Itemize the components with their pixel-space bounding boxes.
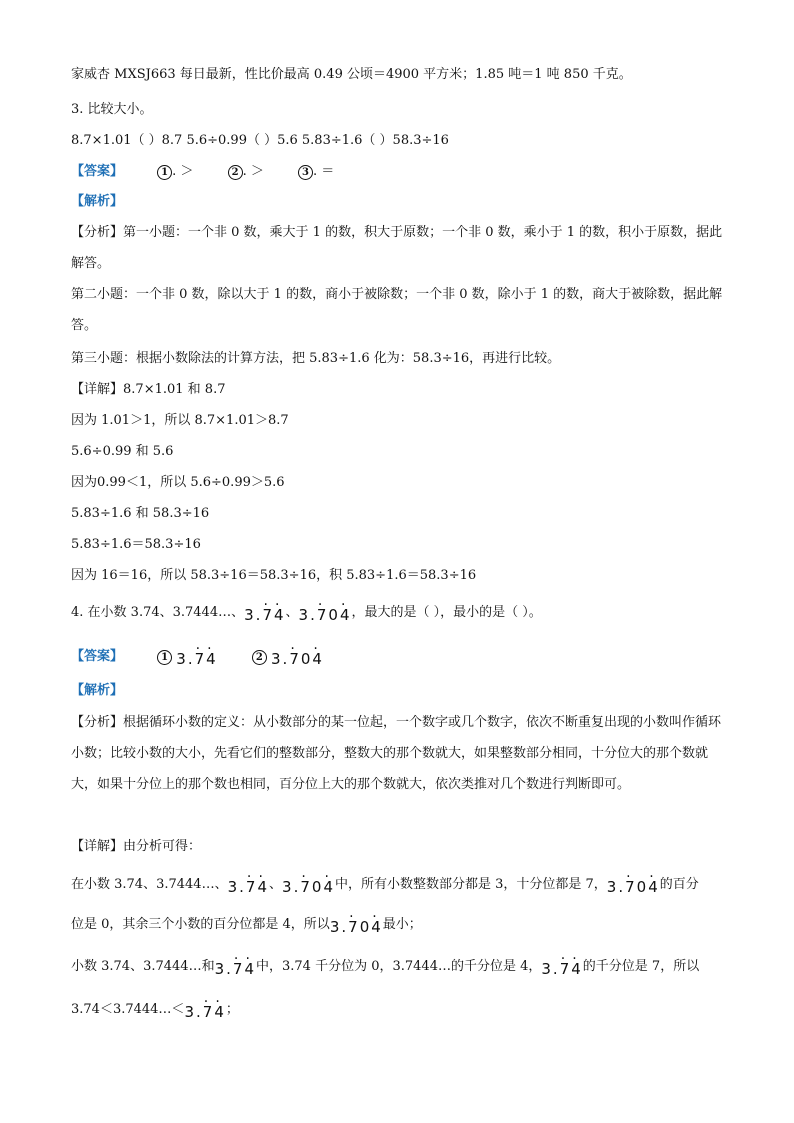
q4-stem [71, 604, 542, 624]
answer-label: 【答案】 [71, 164, 124, 179]
q3-fenxi1 [71, 217, 731, 279]
q4-p3 [71, 958, 699, 978]
q3-answer [71, 163, 334, 181]
digit: · 7 [246, 878, 258, 896]
answer-1: . ＞ [172, 164, 194, 179]
digit: · 4 [648, 878, 660, 896]
xiangjie-text: 8.7×1.01 和 8.7 [123, 382, 226, 397]
q3-xiangjie [71, 381, 225, 399]
p3c: 的千分位是 7，所以 [582, 959, 700, 974]
digit: 0 [636, 878, 649, 896]
p4b: ； [225, 1002, 239, 1017]
digit: 3 [282, 878, 294, 896]
recurring-3-74 [244, 606, 285, 624]
digit: 3 [606, 878, 619, 896]
fenxi-label: 【分析】 [71, 225, 124, 240]
recurring-3-74 [215, 960, 256, 978]
p2b: 最小； [382, 917, 422, 932]
circle-2: 2 [252, 650, 267, 665]
p2a: 位是 0，其余三个小数的百分位都是 4，所以 [71, 917, 330, 932]
q4-p4 [71, 1001, 239, 1021]
q4-stem-a: 4. 在小数 3.74、3.7444…、 [71, 605, 245, 620]
digit: · 7 [289, 650, 301, 668]
p3b: 中，3.74 千分位为 0，3.7444…的千分位是 4， [256, 959, 542, 974]
xiangjie-label: 【详解】 [71, 382, 124, 397]
recurring-3-704 [299, 606, 352, 624]
digit: . [341, 918, 349, 936]
answer-3: . ＝ [312, 164, 335, 179]
digit: . [195, 1003, 203, 1021]
digit: · 4 [312, 650, 324, 668]
fenxi-text: 根据循环小数的定义：从小数部分的某一位起，一个数字或几个数字，依次不断重复出现的小数叫作循环小数；比较小数的大小，先看它们的整数部分，整数大的那个数就大，如果整数部分相同，十分位大的那个数就大，如果十分位上的那个数也相同，百分位上大的那个数就大，依次类推对几个数进行判断即可。 [71, 715, 722, 792]
digit: . [310, 606, 317, 624]
digit: 3 [329, 918, 342, 936]
q3-x5: 5.83÷1.6 和 58.3÷16 [71, 506, 210, 521]
q4-xiangjie [71, 838, 201, 856]
digit: . [255, 606, 263, 624]
q4-p1 [71, 876, 699, 896]
intro-line: 家威杏 MXSJ663 每日最新，性比价最高 0.49 公顷＝4900 平方米；1.85 吨＝1 吨 850 千克。 [71, 67, 632, 82]
q4-stem-b: ，最大的是（ ），最小的是（ ）。 [351, 605, 542, 620]
digit: · 4 [571, 960, 583, 978]
digit: · 7 [262, 606, 274, 624]
p1b: 中，所有小数整数部分都是 3，十分位都是 7， [334, 877, 607, 892]
digit: 3 [244, 606, 256, 624]
digit: · 4 [340, 606, 352, 624]
circle-2: 2 [228, 165, 243, 180]
answer-label: 【答案】 [71, 649, 124, 664]
recurring-3-704 [282, 878, 335, 896]
digit: · 4 [206, 650, 218, 668]
digit: 0 [311, 878, 324, 896]
xiangjie-text: 由分析可得： [123, 839, 202, 854]
q3-fenxi2: 第二小题：一个非 0 数，除以大于 1 的数，商小于被除数；一个非 0 数，除小于 1 的数，商大于被除数，据此解答。 [71, 287, 723, 333]
digit: 3 [298, 606, 311, 624]
xiangjie-label: 【详解】 [71, 839, 124, 854]
fenxi-label: 【分析】 [71, 715, 124, 730]
q3-x6: 5.83÷1.6＝58.3÷16 [71, 537, 201, 552]
digit: · 4 [323, 878, 335, 896]
q3-x4: 因为0.99＜1，所以 5.6÷0.99＞5.6 [71, 475, 285, 490]
recurring-3-74 [184, 1003, 225, 1021]
q4-sep: 、 [269, 877, 283, 892]
circle-1: 1 [157, 165, 172, 180]
circle-3: 3 [298, 165, 313, 180]
digit: . [293, 878, 301, 896]
p1c: 的百分 [659, 877, 699, 892]
digit: · 4 [244, 960, 256, 978]
digit: . [282, 650, 290, 668]
fenxi-text: 第一小题：一个非 0 数，乘大于 1 的数，积大于原数；一个非 0 数，乘小于 1 的数，积小于原数，据此解答。 [71, 225, 723, 271]
q3-title: 3. 比较大小。 [71, 102, 153, 117]
digit: · 7 [233, 960, 245, 978]
digit: 0 [300, 650, 313, 668]
digit: 0 [359, 918, 372, 936]
digit: 3 [541, 960, 553, 978]
digit: 3 [271, 650, 283, 668]
digit: . [187, 650, 195, 668]
q3-x2: 因为 1.01＞1，所以 8.7×1.01＞8.7 [71, 413, 289, 428]
digit: . [552, 960, 560, 978]
digit: 3 [214, 960, 227, 978]
digit: . [618, 878, 626, 896]
digit: · 7 [348, 918, 360, 936]
q4-jiexi: 【解析】 [71, 683, 124, 698]
digit: · 4 [257, 878, 269, 896]
circle-1: 1 [157, 650, 172, 665]
digit: 3 [227, 878, 240, 896]
q3-row: 8.7×1.01（ ）8.7 5.6÷0.99（ ）5.6 5.83÷1.6（ ）58.3÷16 [71, 133, 449, 148]
recurring-3-74 [228, 878, 269, 896]
digit: · 7 [300, 878, 312, 896]
q3-x7: 因为 16＝16，所以 58.3÷16＝58.3÷16，积 5.83÷1.6＝58.3÷16 [71, 568, 477, 583]
digit: 0 [328, 606, 340, 624]
p3a: 小数 3.74、3.7444…和 [71, 959, 215, 974]
q4-sep: 、 [285, 605, 299, 620]
digit: · 7 [203, 1003, 215, 1021]
digit: · 4 [214, 1003, 226, 1021]
q3-x3: 5.6÷0.99 和 5.6 [71, 444, 174, 459]
recurring-3-704 [607, 878, 660, 896]
q4-fenxi [71, 707, 731, 800]
digit: · 4 [371, 918, 383, 936]
recurring-3-704 [330, 918, 383, 936]
p4a: 3.74＜3.7444…＜ [71, 1002, 185, 1017]
recurring-3-74 [541, 960, 582, 978]
digit: . [239, 878, 246, 896]
digit: · 7 [625, 878, 637, 896]
q3-fenxi3: 第三小题：根据小数除法的计算方法，把 5.83÷1.6 化为：58.3÷16，再进行比较。 [71, 351, 561, 366]
q4-answer [71, 648, 324, 668]
digit: 3 [184, 1003, 196, 1021]
q4-p2 [71, 916, 422, 936]
recurring-3-704 [271, 650, 324, 668]
digit: · 7 [195, 650, 207, 668]
digit: 3 [176, 650, 188, 668]
digit: . [226, 960, 233, 978]
p1a: 在小数 3.74、3.7444…、 [71, 877, 228, 892]
q3-jiexi: 【解析】 [71, 194, 124, 209]
answer-2: . ＞ [242, 164, 264, 179]
digit: · 7 [560, 960, 572, 978]
recurring-3-74 [176, 650, 217, 668]
digit: · 7 [317, 606, 329, 624]
digit: · 4 [274, 606, 286, 624]
